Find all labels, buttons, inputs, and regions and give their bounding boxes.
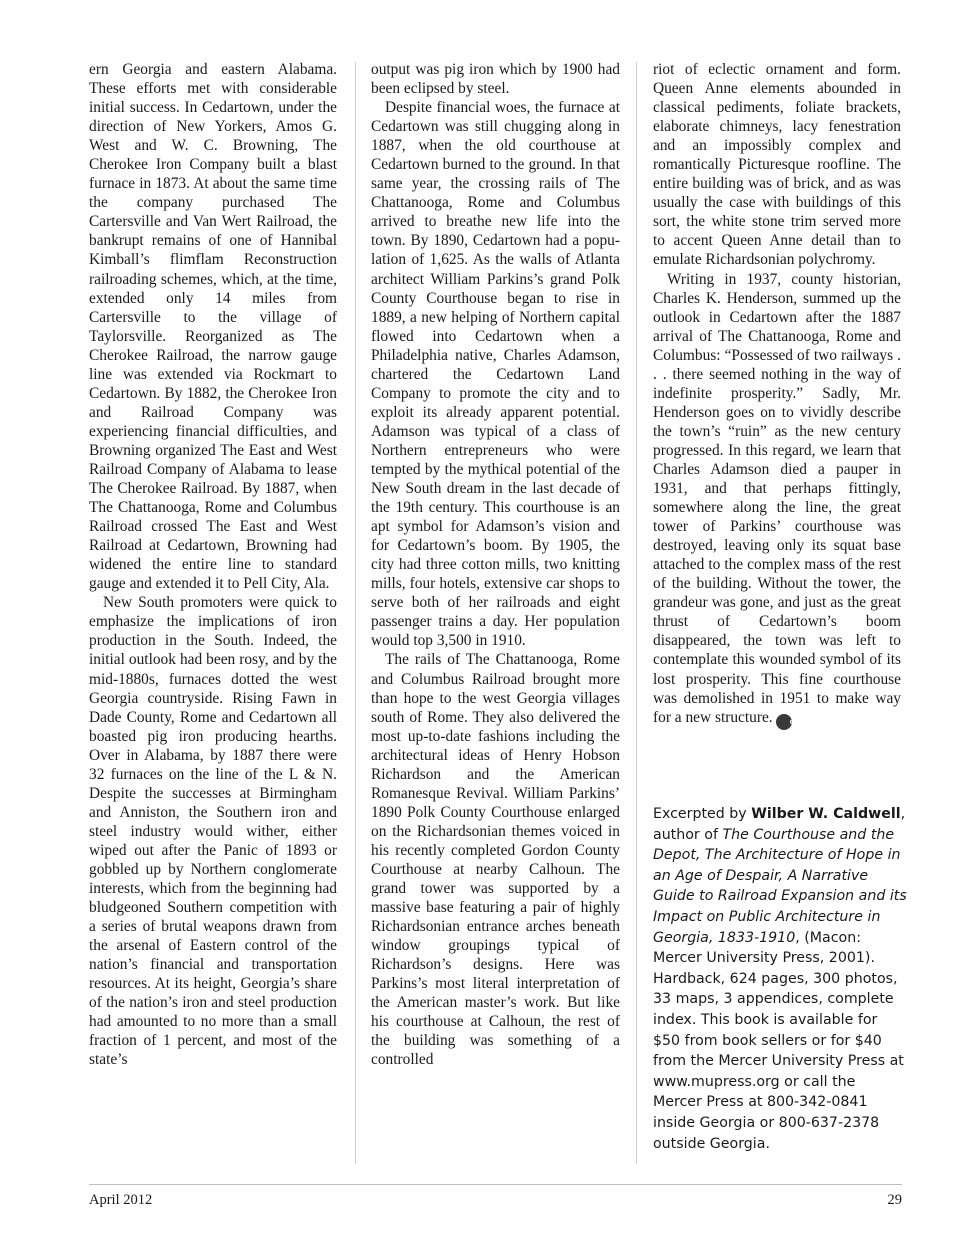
paragraph: Despite financial woes, the furnace at Cedartown was still chugging along in 1887, when the old courthouse at Cedartown burned to the ground. In that same year, the crossing rails of The Chattanooga, Rome and Columbus arrived to breathe new life into the town. By 1890, Cedartown had a population of 1,625. As the walls of Atlanta architect William Parkins’s grand Polk County Courthouse began to rise in 1889, a new helping of Northern capital flowed into Cedartown when a Philadelphia native, Charles Adamson, chartered the Cedartown Land Company to promote the city and to exploit its already apparent potential. Adamson was typical of a class of Northern entrepreneurs who were tempted by the mythical potential of the New South dream in the last decade of the 19th century. This courthouse is an apt symbol for Adamson’s vision and for Cedartown’s boom. By 1905, the city had three cotton mills, two knitting mills, four hotels, extensive car shops to serve both of her railroads and eight passenger trains a day. Her population would top 3,500 in 1910. [371,99,620,650]
page-number: 29 [887,1192,902,1208]
excerpt-details: , (Macon: Mercer University Press, 2001). Hardback, 624 pages, 300 photos, 33 maps, 3 appendices, complete index. This book is available for $50 from book sellers or for $40 from the Mercer University Press at www.mupress.org or call the Mercer Press at 800-342-0841 inside Georgia or 800-637-2378 outside Georgia. [653,929,904,1152]
column-divider [636,62,637,1164]
article-column-3 [653,60,901,730]
paragraph: New South promoters were quick to emphasize the implications of iron production in the South. Indeed, the initial outlook had been rosy, and by the mid-1880s, furnaces dotted the west Georgia countryside. Rising Fawn in Dade County, Rome and Cedartown all boasted pig iron producing hearths. Over in Alabama, by 1887 there were 32 furnaces on the line of the L & N. Despite the successes at Birmingham and Anniston, the Southern iron and steel industry would wither, either wiped out after the Panic of 1893 or gobbled up by Northern conglomerate interests, which from the beginning had bludgeoned Southern competition with a series of brutal weapons drawn from the arsenal of Eastern control of the nation’s financial and transportation resources. At its height, Georgia’s share of the nation’s iron and steel production had amounted to no more than a small fraction of 1 percent, and most of the state’s [89,594,337,1069]
paragraph-text: Writing in 1937, county historian, Charles K. Henderson, summed up the outlook in Cedartown after the 1887 arrival of The Chattanooga, Rome and Columbus: “Possessed of two railways . . . there seemed nothing in the way of indefinite prosperity.” Sadly, Mr. Henderson goes on to vividly describe the town’s “ruin” as the new century progressed. In this regard, we learn that Charles Adamson died a pauper in 1931, and that perhaps fittingly, somewhere along the line, the great tower of Parkins’ courthouse was destroyed, leaving only its squat base attached to the complex mass of the rest of the building. Without the tower, the grandeur was gone, and just as the great thrust of Cedartown’s boom disappeared, the town was left to contemplate this wounded symbol of its lost prosperity. This fine courthouse was demolished in 1951 to make way for a new structure. [653,270,901,726]
excerpt-lead: Excerpted by [653,806,752,822]
excerpt-book-title: The Courthouse and the Depot, The Architecture of Hope in an Age of Despair, A Narrative Guide to Railroad Expansion and its Impact on Public Architecture in Georgia, 1833-1910 [653,826,907,946]
excerpt-mid: , author of [653,806,906,843]
paragraph [653,270,901,730]
gbj-end-mark-icon: GBJ [776,714,792,730]
column-divider [355,62,356,1164]
paragraph: output was pig iron which by 1900 had been eclipsed by steel. [371,61,620,98]
article-column-1 [89,60,337,1069]
excerpt-author: Wilber W. Caldwell [751,806,901,822]
paragraph: ern Georgia and eastern Alabama. These efforts met with considerable initial success. In Cedartown, under the direction of New Yorkers, Amos G. West and W. C. Browning, The Cherokee Iron Company built a blast furnace in 1873. At about the same time the company purchased The Cartersville and Van Wert Railroad, the bankrupt remains of one of Hannibal Kimball’s flimflam Reconstruction railroading schemes, which, at the time, extended only 14 miles from Cartersville to the village of Taylorsville. Reorganized as The Cherokee Railroad, the narrow gauge line was extended via Rockmart to Cedartown. By 1882, the Cherokee Iron and Railroad Company was experiencing financial difficulties, and Browning organized The East and West Railroad Company of Alabama to lease The Cherokee Railroad. By 1887, when The Chattanooga, Rome and Columbus Railroad crossed The East and West Railroad at Cedartown, Browning had widened the entire line to standard gauge and extended it to Pell City, Ala. [89,61,337,593]
footer-date: April 2012 [89,1192,153,1208]
footer-divider [89,1184,902,1185]
paragraph: The rails of The Chattanooga, Rome and Columbus Railroad brought more than hope to the west Georgia villages south of Rome. They also delivered the most up-to-date fashions including the architectural ideas of Henry Hobson Richardson and the American Romanesque Revival. William Parkins’ 1890 Polk County Courthouse enlarged on the Richardsonian themes voiced in his recently completed Gordon County Courthouse at nearby Calhoun. The grand tower was supported by a massive base featuring a pair of highly Richardsonian entrance arches beneath window groupings typical of Richardson’s designs. Here was Parkins’s most literal interpretation of the American master’s work. But like his courthouse at Calhoun, the rest of the building was something of a controlled [371,651,620,1069]
article-column-2 [371,60,620,1069]
paragraph: riot of eclectic ornament and form. Queen Anne elements abounded in classical pediments, foliate brackets, elaborate chimneys, lacy fenestration and an impossibly complex and romantically Picturesque roofline. The entire building was of brick, and as was usually the case with buildings of this sort, the white stone trim served more to accent Queen Anne detail than to emulate Richardsonian polychromy. [653,61,901,269]
excerpt-credit [653,804,908,1154]
